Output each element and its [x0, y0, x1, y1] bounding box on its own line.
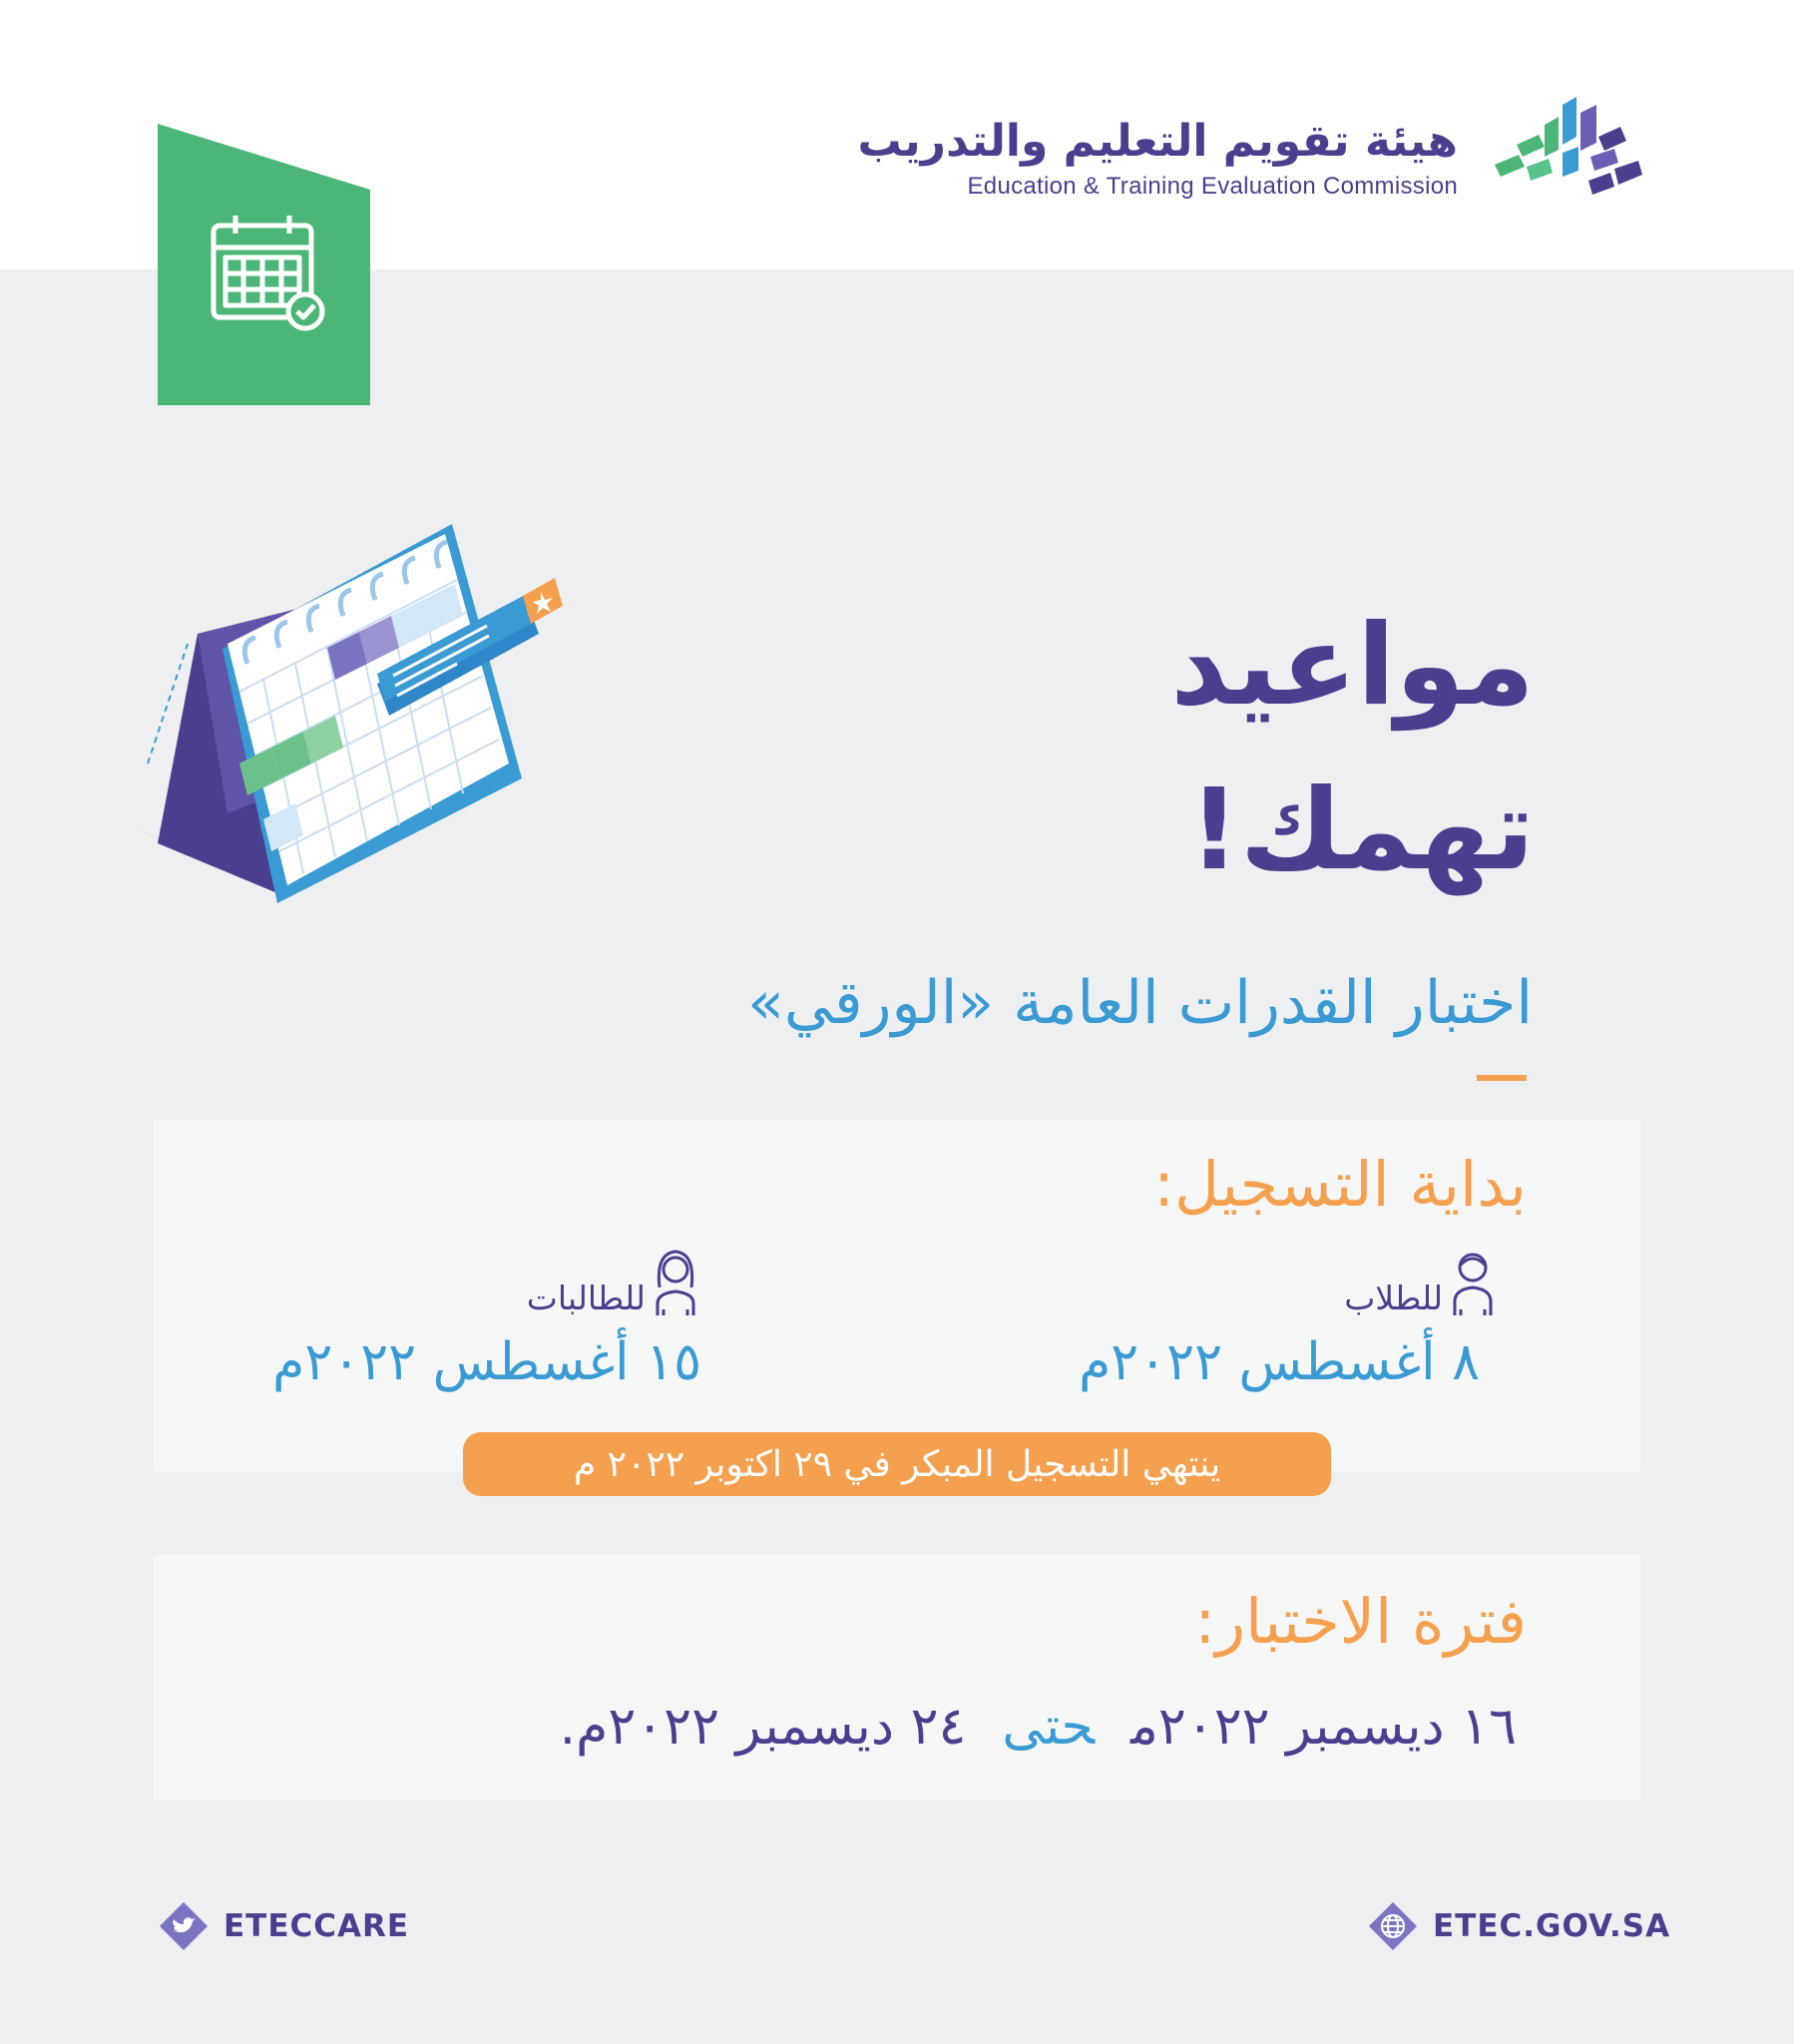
male-students-label-group	[1344, 1248, 1497, 1317]
globe-icon	[1367, 1900, 1419, 1952]
calendar-check-icon	[158, 124, 370, 405]
female-registration-date: ١٥ أغسطس ٢٠٢٢م	[272, 1332, 701, 1392]
desk-calendar-illustration	[128, 514, 567, 913]
subtitle-underline	[1477, 1075, 1527, 1081]
female-student-icon	[652, 1248, 699, 1317]
title-line-2: تهمك!	[1188, 766, 1535, 895]
exam-subtitle: اختبار القدرات العامة «الورقي»	[747, 968, 1533, 1038]
website-link[interactable]	[1367, 1900, 1670, 1952]
male-registration-date: ٨ أغسطس ٢٠٢٢م	[1079, 1332, 1480, 1392]
org-name-ar: هيئة تقويم التعليم والتدريب	[857, 116, 1458, 167]
test-start-date: ١٦ ديسمبر ٢٠٢٢م	[1130, 1697, 1517, 1757]
registration-title: بداية التسجيل:	[1153, 1148, 1527, 1221]
title-line-1: مواعيد	[1170, 601, 1535, 731]
test-until-word: حتى	[1002, 1697, 1096, 1757]
org-name-en: Education & Training Evaluation Commission	[967, 173, 1458, 200]
test-period-dates	[560, 1697, 1517, 1757]
test-end-date: ٢٤ ديسمبر ٢٠٢٢م.	[559, 1697, 967, 1757]
twitter-handle: ETECCARE	[224, 1908, 410, 1944]
page-title	[836, 584, 1535, 913]
male-students-label: للطلاب	[1344, 1278, 1443, 1317]
male-student-icon	[1449, 1248, 1497, 1317]
twitter-icon	[158, 1900, 210, 1952]
female-students-label: للطالبات	[526, 1278, 646, 1317]
test-period-title: فترة الاختبار:	[1194, 1585, 1527, 1658]
etec-logo-icon	[1487, 95, 1646, 205]
twitter-handle-link[interactable]	[158, 1900, 409, 1952]
website-url: ETEC.GOV.SA	[1433, 1908, 1671, 1944]
early-registration-note: ينتهي التسجيل المبكر في ٢٩ اكتوبر ٢٠٢٢ م	[463, 1432, 1331, 1496]
female-students-label-group	[527, 1248, 699, 1317]
